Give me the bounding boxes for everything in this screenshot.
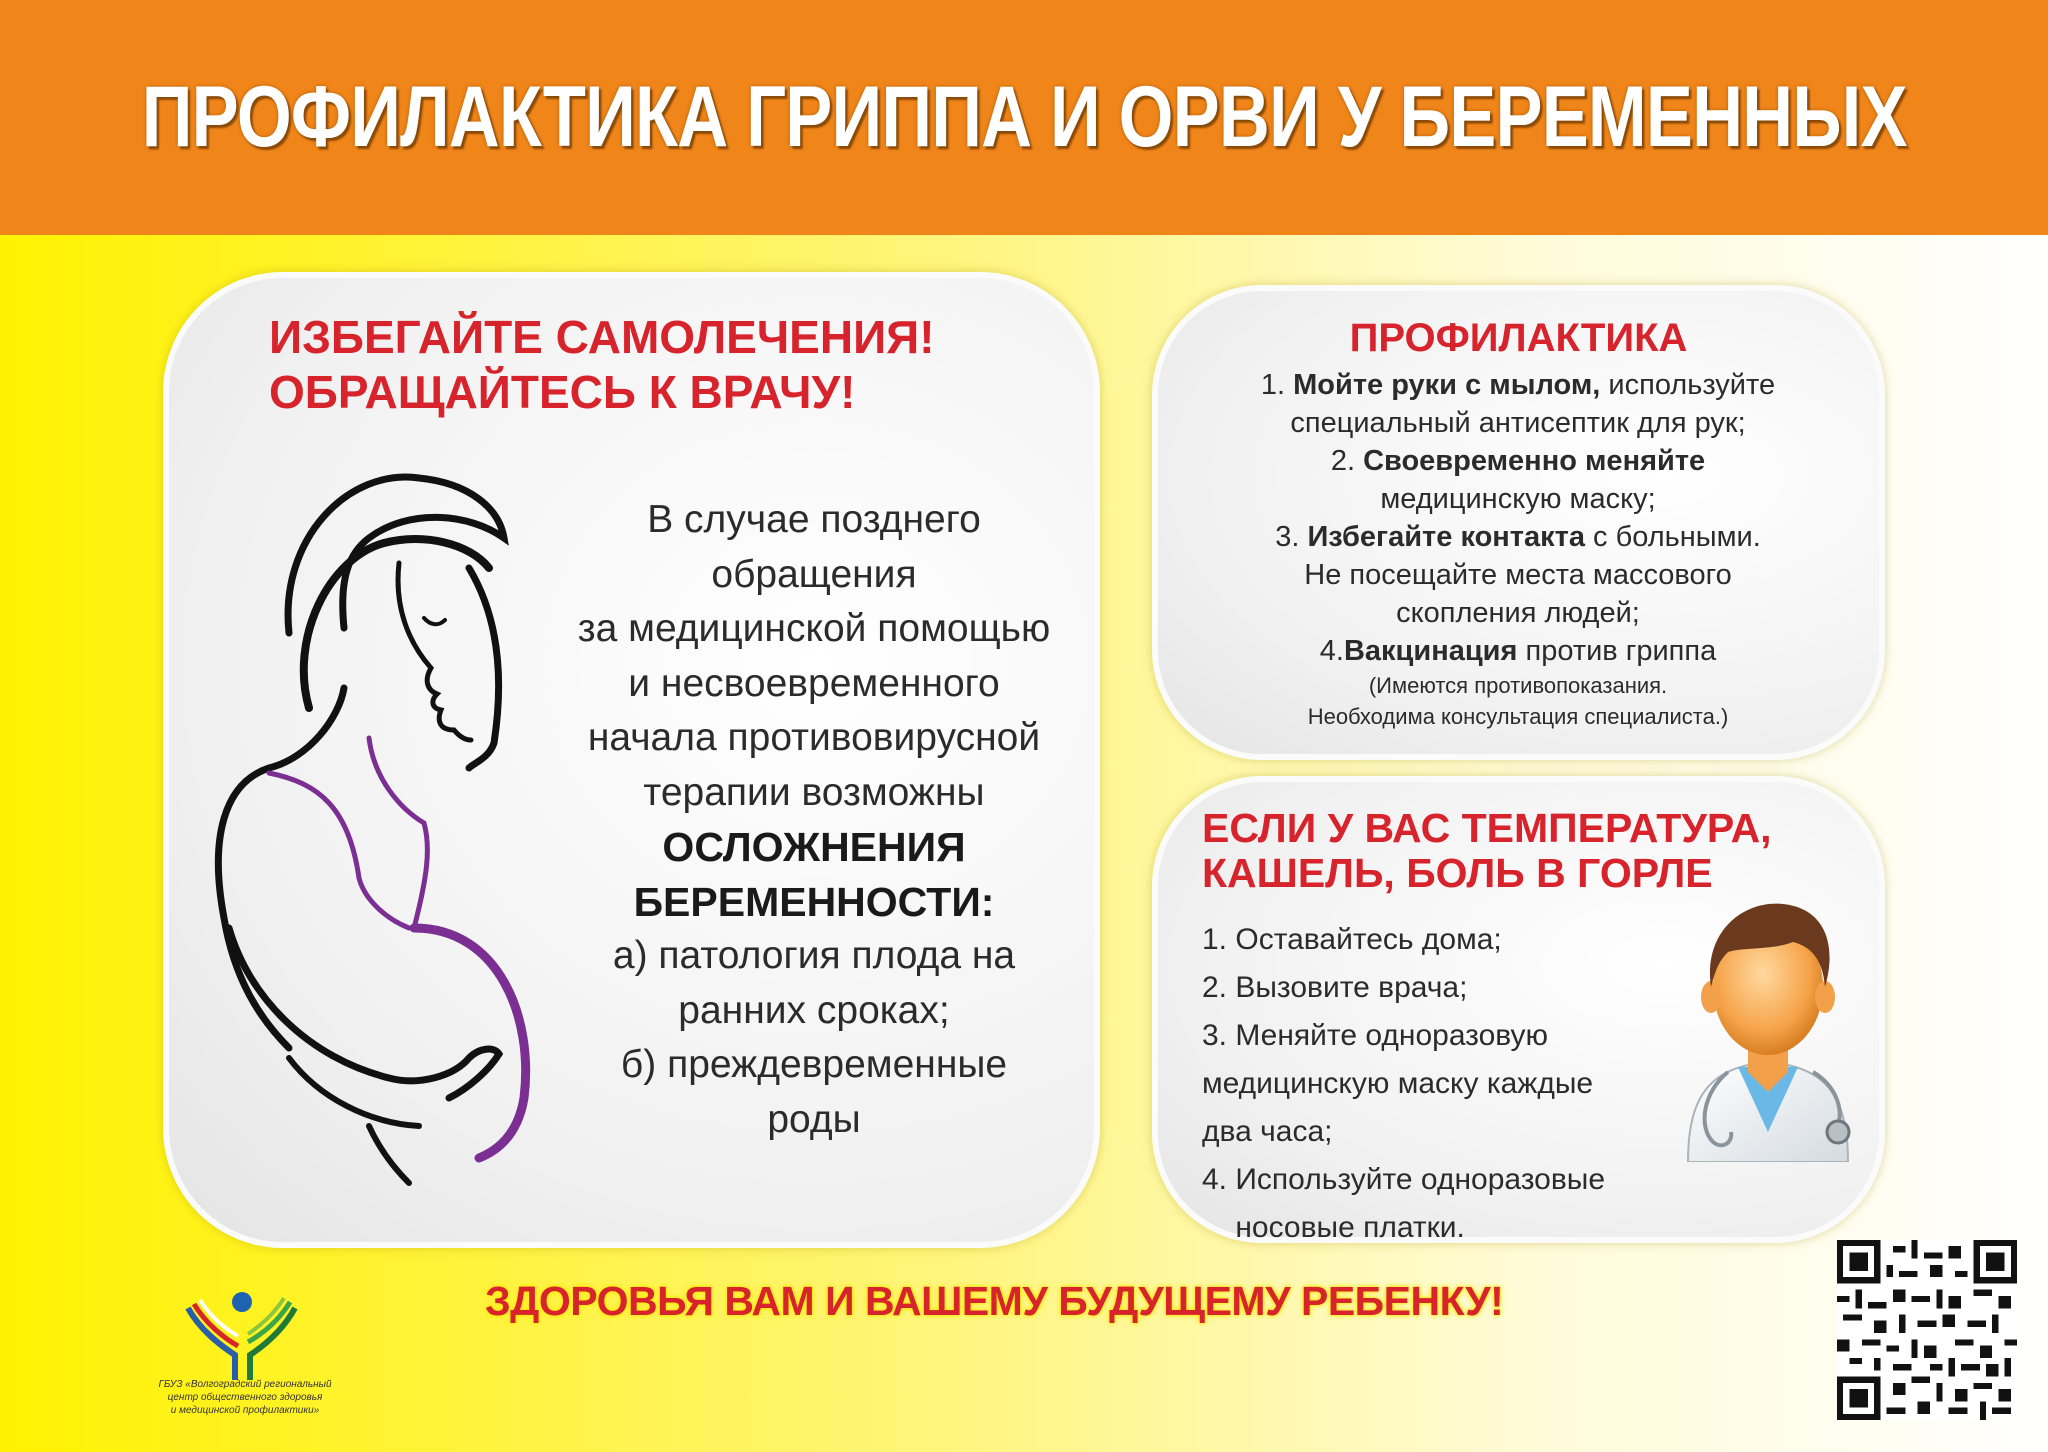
item-number: 3.	[1275, 521, 1308, 553]
warning-line-2: ОБРАЩАЙТЕСЬ К ВРАЧУ!	[269, 366, 856, 418]
symptom-item: 4. Используйте одноразовые	[1202, 1163, 1606, 1196]
prevention-item	[1168, 366, 1868, 404]
health-center-logo-icon	[180, 1290, 310, 1380]
late-treatment-text	[534, 493, 1094, 1147]
body-line: за медицинской помощью	[577, 607, 1051, 650]
item-number: 4.	[1319, 635, 1344, 667]
item-bold: Мойте руки с мылом,	[1293, 369, 1601, 401]
warning-line-1: ИЗБЕГАЙТЕ САМОЛЕЧЕНИЯ!	[269, 311, 935, 363]
self-medication-panel	[163, 272, 1100, 1248]
item-bold: Вакцинация	[1343, 635, 1518, 667]
prevention-panel	[1152, 285, 1885, 760]
symptom-item: 2. Вызовите врача;	[1202, 971, 1468, 1004]
self-medication-warning	[269, 310, 935, 420]
symptom-item: носовые платки.	[1202, 1211, 1465, 1244]
body-line: обращения	[711, 552, 917, 596]
symptoms-title	[1202, 806, 1772, 896]
page-title: ПРОФИЛАКТИКА ГРИППА И ОРВИ У БЕРЕМЕННЫХ	[141, 69, 1907, 165]
complication-line: роды	[767, 1097, 861, 1141]
item-text: Не посещайте места массового	[1304, 559, 1732, 591]
item-text: скопления людей;	[1396, 597, 1640, 629]
pregnant-woman-silhouette-icon	[169, 458, 549, 1188]
prevention-item	[1168, 518, 1868, 556]
item-bold: Избегайте контакта	[1307, 521, 1585, 553]
item-text: против гриппа	[1517, 635, 1717, 667]
prevention-title: ПРОФИЛАКТИКА	[1349, 316, 1688, 360]
symptoms-title-line: ЕСЛИ У ВАС ТЕМПЕРАТУРА,	[1202, 805, 1772, 851]
item-text: специальный антисептик для рук;	[1290, 407, 1746, 439]
item-bold: Своевременно меняйте	[1363, 445, 1706, 477]
footer-slogan: ЗДОРОВЬЯ ВАМ И ВАШЕМУ БУДУЩЕМУ РЕБЕНКУ!	[485, 1278, 1504, 1324]
complication-line: б) преждевременные	[620, 1043, 1008, 1086]
item-text: используйте	[1600, 369, 1776, 401]
item-text: с больными.	[1584, 521, 1761, 553]
item-number: 2.	[1330, 445, 1364, 477]
symptom-item: 3. Меняйте одноразовую	[1202, 1019, 1549, 1052]
complication-line: ранних сроках;	[678, 988, 950, 1032]
symptoms-panel	[1152, 776, 1885, 1243]
symptom-item: два часа;	[1202, 1115, 1333, 1148]
body-line: В случае позднего	[647, 498, 981, 541]
contraindication-note: (Имеются противопоказания.	[1368, 673, 1668, 698]
org-line: центр общественного здоровья	[167, 1392, 323, 1403]
doctor-icon	[1673, 892, 1863, 1162]
prevention-list	[1168, 366, 1868, 732]
item-text: медицинскую маску;	[1380, 483, 1656, 515]
org-line: и медицинской профилактики»	[170, 1405, 320, 1416]
org-line: ГБУЗ «Волгоградский региональный	[158, 1379, 332, 1390]
complications-heading: БЕРЕМЕННОСТИ:	[633, 878, 995, 925]
prevention-item	[1168, 442, 1868, 480]
body-line: начала противовирусной	[587, 716, 1041, 759]
item-number: 1.	[1260, 369, 1294, 401]
complication-line: а) патология плода на	[612, 934, 1016, 977]
symptoms-list	[1202, 916, 1722, 1252]
contraindication-note: Необходима консультация специалиста.)	[1307, 704, 1729, 729]
prevention-item	[1168, 632, 1868, 670]
symptom-item: 1. Оставайтесь дома;	[1202, 923, 1502, 956]
body-line: терапии возможны	[643, 770, 985, 814]
qr-code-icon[interactable]	[1837, 1240, 2017, 1420]
header-banner	[0, 0, 2048, 235]
symptoms-title-line: КАШЕЛЬ, БОЛЬ В ГОРЛЕ	[1202, 850, 1713, 896]
body-line: и несвоевременного	[628, 661, 1000, 705]
complications-heading: ОСЛОЖНЕНИЯ	[662, 824, 966, 870]
symptom-item: медицинскую маску каждые	[1202, 1067, 1594, 1100]
organization-caption	[150, 1378, 340, 1417]
